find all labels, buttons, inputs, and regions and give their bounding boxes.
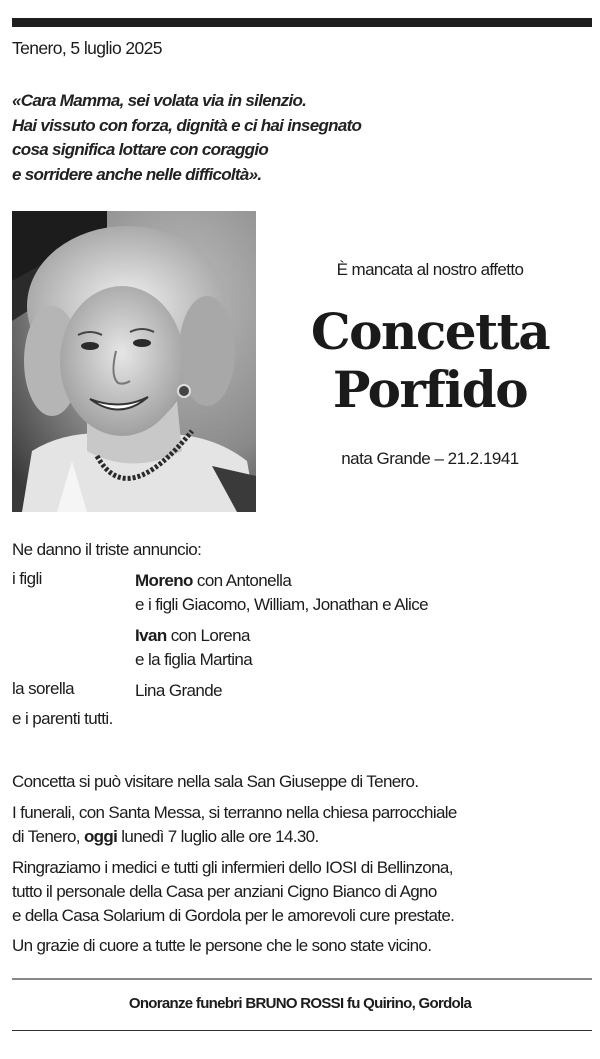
- memorial-quote: [12, 89, 361, 187]
- quote-line: «Cara Mamma, sei volata via in silenzio.: [12, 91, 307, 110]
- family-closing: e i parenti tutti.: [12, 709, 113, 728]
- thanks-line: e della Casa Solarium di Gordola per le amorevoli cure prestate.: [12, 906, 455, 925]
- footer-divider-top: [12, 978, 592, 980]
- announcement-intro: Ne danno il triste annuncio:: [12, 540, 202, 559]
- deceased-first-name: Concetta: [310, 302, 550, 361]
- thanks-notice: [12, 856, 454, 928]
- top-bar-divider: [12, 18, 592, 27]
- birth-info: nata Grande – 21.2.1941: [341, 449, 519, 468]
- family-label-children: i figli: [12, 569, 42, 588]
- footer-divider-bottom: [12, 1030, 592, 1031]
- funeral-text: lunedì 7 luglio alle ore 14.30.: [117, 827, 319, 846]
- family-entry-ivan: [135, 624, 252, 672]
- funeral-line: I funerali, con Santa Messa, si terranno nella chiesa parrocchiale: [12, 803, 457, 822]
- deceased-last-name: Porfido: [332, 360, 528, 419]
- family-member-name: Ivan: [135, 626, 167, 645]
- funeral-line: [12, 825, 457, 849]
- deceased-intro: È mancata al nostro affetto: [336, 260, 524, 279]
- quote-line: Hai vissuto con forza, dignità e ci hai insegnato: [12, 115, 362, 135]
- family-member-spouse: con Antonella: [192, 571, 292, 590]
- family-entry-moreno: [135, 569, 428, 617]
- portrait-photo: [12, 211, 256, 512]
- family-label-sister: la sorella: [12, 679, 75, 698]
- family-member-spouse: con Lorena: [166, 626, 250, 645]
- funeral-day-emphasis: oggi: [83, 827, 118, 846]
- thanks-line: Ringraziamo i medici e tutti gli infermieri dello IOSI di Bellinzona,: [12, 858, 453, 877]
- family-member-children: e i figli Giacomo, William, Jonathan e Alice: [135, 595, 428, 614]
- funeral-text: di Tenero,: [12, 827, 84, 846]
- funeral-home-credit: Onoranze funebri BRUNO ROSSI fu Quirino, Gordola: [128, 995, 472, 1012]
- deceased-name: [270, 303, 590, 419]
- visitation-notice: Concetta si può visitare nella sala San Giuseppe di Tenero.: [12, 772, 419, 791]
- quote-line: e sorridere anche nelle difficoltà».: [12, 164, 262, 184]
- place-date: Tenero, 5 luglio 2025: [12, 38, 162, 58]
- funeral-notice: [12, 801, 457, 849]
- family-entry-sister: Lina Grande: [135, 681, 222, 700]
- family-member-name: Moreno: [135, 571, 193, 590]
- thanks-line: tutto il personale della Casa per anziani Cigno Bianco di Agno: [12, 882, 437, 901]
- quote-line: cosa significa lottare con coraggio: [12, 140, 269, 159]
- family-member-children: e la figlia Martina: [135, 650, 253, 669]
- gratitude-notice: Un grazie di cuore a tutte le persone che le sono state vicino.: [12, 936, 432, 955]
